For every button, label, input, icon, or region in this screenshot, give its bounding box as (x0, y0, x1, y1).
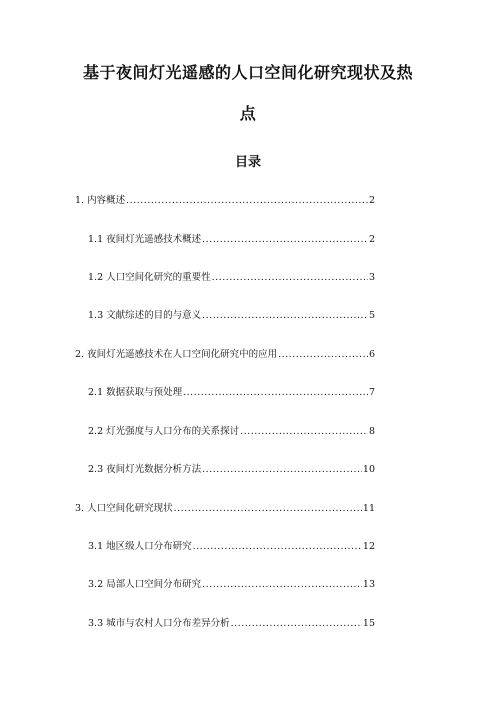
toc-page-number: 15 (362, 618, 375, 629)
toc-entry-label: 2.1 数据获取与预处理 (88, 387, 183, 398)
toc-entry[interactable] (88, 541, 375, 553)
toc-entry[interactable] (88, 272, 375, 284)
toc-entry[interactable] (88, 426, 375, 438)
toc-dot-leader (202, 464, 362, 476)
toc-entry-label: 3.1 地区级人口分布研究 (88, 541, 192, 552)
toc-page-number: 2 (368, 234, 375, 245)
toc-dot-leader (212, 272, 368, 284)
toc-entry-label: 3.2 局部人口空间分布研究 (88, 579, 202, 590)
toc-dot-leader (202, 579, 362, 591)
toc-page-number: 13 (362, 579, 375, 590)
toc-dot-leader (240, 426, 368, 438)
toc-entry[interactable] (75, 503, 375, 515)
toc-page-number: 6 (368, 349, 375, 360)
toc-entry[interactable] (88, 579, 375, 591)
toc-dot-leader (193, 541, 362, 553)
toc-dot-leader (174, 503, 362, 515)
toc-dot-leader (126, 195, 368, 207)
toc-dot-leader (183, 387, 368, 399)
toc-page-number: 12 (362, 541, 375, 552)
toc-page-number: 8 (368, 426, 375, 437)
toc-entry[interactable] (88, 387, 375, 399)
toc-entry-label: 3. 人口空间化研究现状 (75, 503, 173, 514)
toc-entry-label: 2. 夜间灯光遥感技术在人口空间化研究中的应用 (75, 349, 278, 360)
toc-entry-label: 2.3 夜间灯光数据分析方法 (88, 464, 202, 475)
toc-entry[interactable] (88, 618, 375, 630)
toc-entry-label: 1.3 文献综述的目的与意义 (88, 310, 202, 321)
toc-dot-leader (231, 618, 362, 630)
toc-entry-label: 1. 内容概述 (75, 195, 126, 206)
toc-page-number: 2 (368, 195, 375, 206)
toc-dot-leader (278, 349, 368, 361)
document-title-line-1: 基于夜间灯光遥感的人口空间化研究现状及热 (82, 63, 413, 82)
toc-page-number: 10 (362, 464, 375, 475)
toc-dot-leader (202, 234, 368, 246)
toc-entry[interactable] (88, 234, 375, 246)
toc-page-number: 11 (362, 503, 375, 514)
document-title-line-2: 点 (239, 104, 257, 123)
toc-entry[interactable] (75, 349, 375, 361)
toc-entry-label: 2.2 灯光强度与人口分布的关系探讨 (88, 426, 240, 437)
toc-page-number: 5 (368, 310, 375, 321)
toc-heading: 目录 (234, 155, 261, 170)
toc-dot-leader (202, 310, 368, 322)
toc-entry[interactable] (75, 195, 375, 207)
toc-entry[interactable] (88, 310, 375, 322)
toc-entry-label: 1.2 人口空间化研究的重要性 (88, 272, 211, 283)
toc-entry[interactable] (88, 464, 375, 476)
toc-page-number: 3 (368, 272, 375, 283)
toc-entry-label: 3.3 城市与农村人口分布差异分析 (88, 618, 230, 629)
toc-page-number: 7 (368, 387, 375, 398)
toc-entry-label: 1.1 夜间灯光遥感技术概述 (88, 234, 202, 245)
